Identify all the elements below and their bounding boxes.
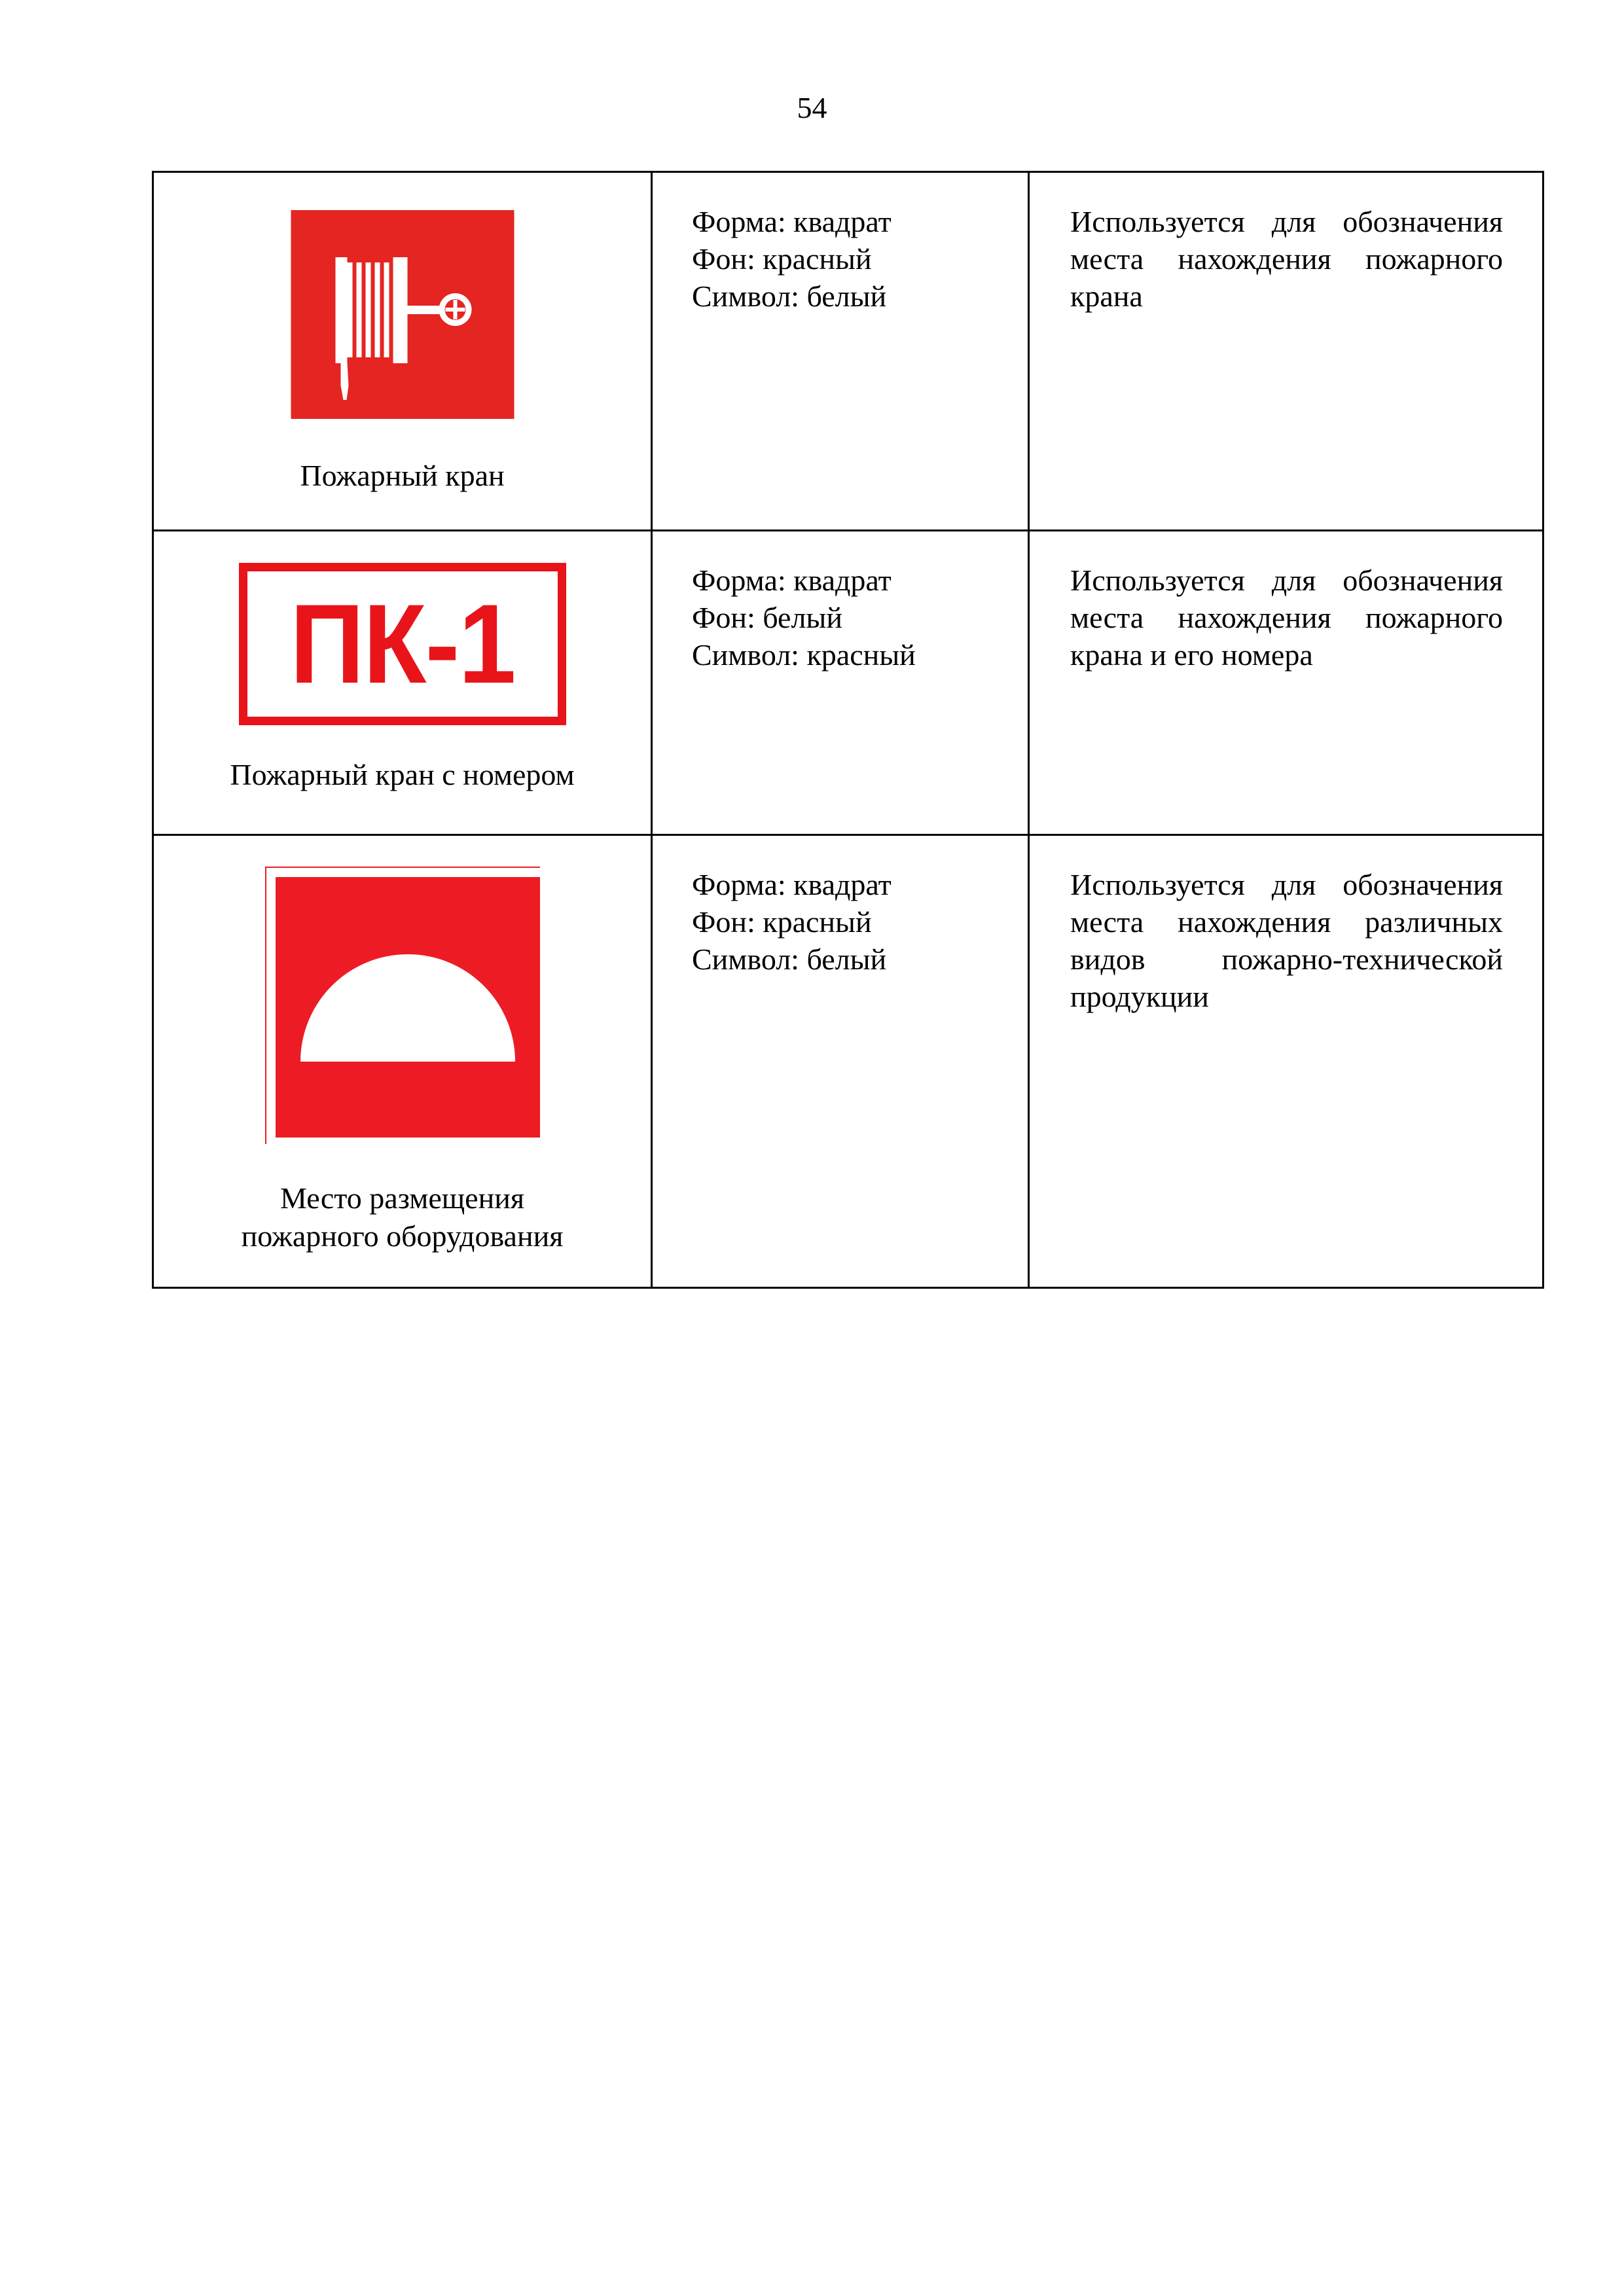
description-text: Используется для обозначения места нахождения пожарного крана <box>1070 205 1503 313</box>
properties-cell <box>652 172 1029 531</box>
symbol-property: Символ: белый <box>692 279 887 313</box>
page-number: 54 <box>797 91 827 124</box>
properties-cell <box>652 531 1029 835</box>
sign-caption <box>154 756 651 794</box>
properties-cell <box>652 835 1029 1288</box>
sign-cell <box>153 172 652 531</box>
description-cell <box>1029 172 1543 531</box>
sign-cell <box>153 835 652 1288</box>
symbol-property: Символ: белый <box>692 942 887 976</box>
sign-cell <box>153 531 652 835</box>
shape-property: Форма: квадрат <box>692 205 892 238</box>
table-row <box>153 531 1543 835</box>
fire-signs-table <box>152 171 1544 1289</box>
caption-line: Пожарный кран <box>300 459 505 492</box>
description-text: Используется для обозначения места нахождения пожарного крана и его номера <box>1070 564 1503 672</box>
fire-equipment-location-icon <box>265 867 540 1144</box>
symbol-property: Символ: красный <box>692 638 916 672</box>
table-row <box>153 835 1543 1288</box>
sign-caption <box>154 457 651 495</box>
background-property: Фон: белый <box>692 601 842 634</box>
description-cell <box>1029 531 1543 835</box>
caption-line: Пожарный кран с номером <box>230 758 575 791</box>
fire-hydrant-number-sign <box>239 563 566 725</box>
caption-line: пожарного оборудования <box>241 1219 564 1253</box>
table-row <box>153 172 1543 531</box>
shape-property: Форма: квадрат <box>692 868 892 901</box>
sign-number-text: ПК-1 <box>289 581 515 707</box>
description-cell <box>1029 835 1543 1288</box>
description-text: Используется для обозначения места нахождения различных видов пожарно-технической продукции <box>1070 868 1503 1013</box>
background-property: Фон: красный <box>692 242 872 276</box>
shape-property: Форма: квадрат <box>692 564 892 597</box>
fire-hose-reel-icon <box>291 210 514 419</box>
caption-line: Место размещения <box>280 1181 524 1215</box>
sign-caption <box>154 1179 651 1255</box>
background-property: Фон: красный <box>692 905 872 939</box>
